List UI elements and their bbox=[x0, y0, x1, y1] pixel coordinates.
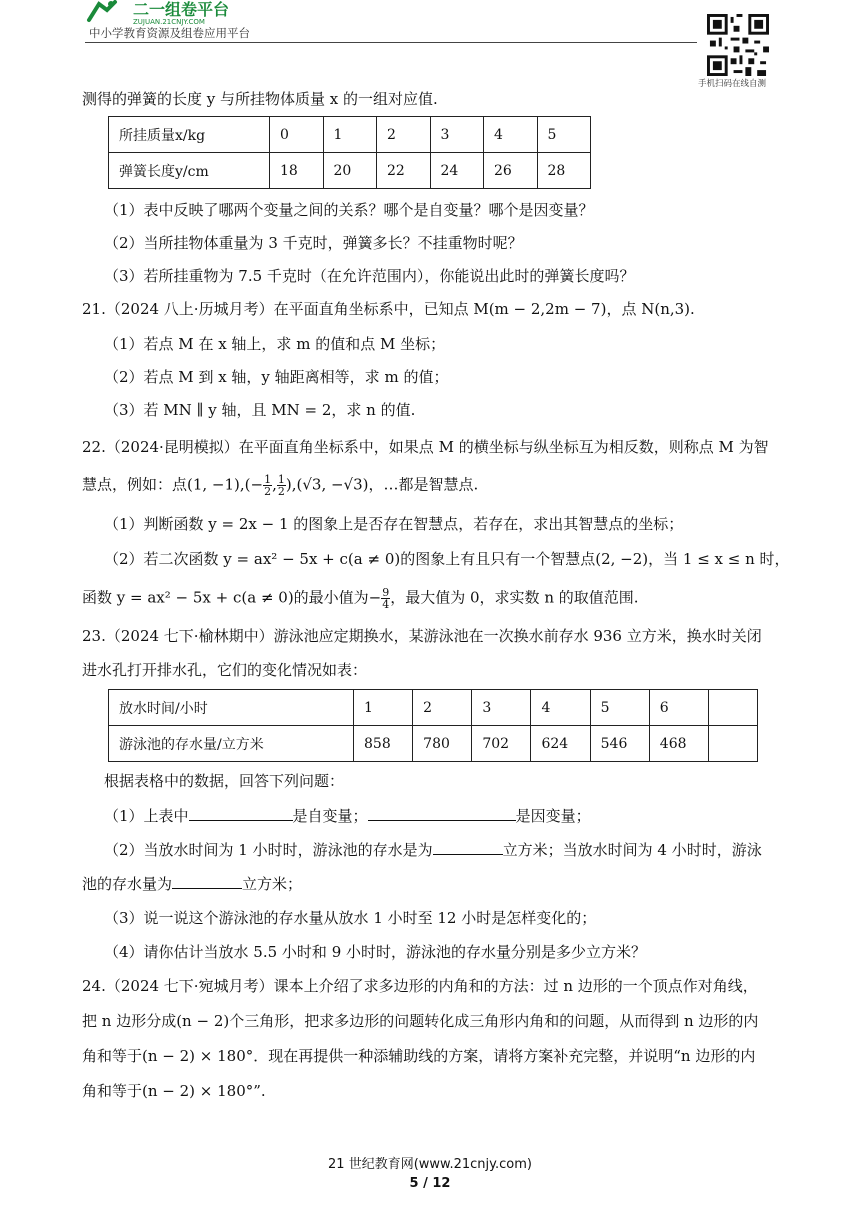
fraction: $\frac{1}{2}$ bbox=[277, 473, 285, 498]
q22-stem-1: 22.（2024·昆明模拟）在平面直角坐标系中，如果点 M 的横坐标与纵坐标互为相反数，则称点 M 为智 bbox=[82, 438, 769, 456]
logo-url: ZUJUAN.21CNJY.COM bbox=[133, 18, 205, 26]
q23-stem-1: 23.（2024 七下·榆林期中）游泳池应定期换水，某游泳池在一次换水前存水 936 立方米，换水时关闭 bbox=[82, 627, 762, 645]
table-row bbox=[109, 153, 591, 189]
footer-site: 21 世纪教育网(www.21cnjy.com) bbox=[328, 1157, 532, 1172]
fraction: $\frac{1}{2}$ bbox=[264, 473, 272, 498]
qr-caption: 手机扫码在线自测 bbox=[698, 79, 767, 89]
table-cell: 546 bbox=[590, 726, 649, 762]
logo-text: 二一组卷平台 bbox=[133, 0, 230, 19]
q20-part-3: （3）若所挂重物为 7.5 千克时（在允许范围内），你能说出此时的弹簧长度吗？ bbox=[104, 267, 635, 285]
q22-part-3: 函数 y = ax² − 5x + c(a ≠ 0)的最小值为− $\frac{9}{4}$ ，最大值为 0，求实数 n 的取值范围. bbox=[82, 586, 639, 611]
q23-part-2-cont: 池的存水量为 立方米； bbox=[82, 875, 303, 893]
page-number: 5 / 12 bbox=[409, 1176, 451, 1191]
table-cell: 4 bbox=[484, 117, 538, 153]
q23-part-4: （4）请你估计当放水 5.5 小时和 9 小时时，游泳池的存水量分别是多少立方米？ bbox=[104, 943, 647, 961]
table-cell: 26 bbox=[484, 153, 538, 189]
intro-text: 测得的弹簧的长度 y 与所挂物体质量 x 的一组对应值. bbox=[82, 90, 438, 108]
q21-part-2: （2）若点 M 到 x 轴，y 轴距离相等，求 m 的值； bbox=[104, 368, 449, 386]
table-cell: 5 bbox=[590, 690, 649, 726]
table-cell: 4 bbox=[531, 690, 590, 726]
q21-part-1: （1）若点 M 在 x 轴上，求 m 的值和点 M 坐标； bbox=[104, 335, 446, 353]
table-cell: 6 bbox=[649, 690, 708, 726]
answer-blank bbox=[172, 874, 242, 889]
q24-line-2: 把 n 边形分成(n − 2)个三角形，把求多边形的问题转化成三角形内角和的问题，从而得到 n 边形的内 bbox=[82, 1012, 759, 1030]
q22-part-1: （1）判断函数 y = 2x − 1 的图象上是否存在智慧点，若存在，求出其智慧点的坐标； bbox=[104, 515, 684, 533]
table-cell: 24 bbox=[430, 153, 484, 189]
q20-part-1: （1）表中反映了哪两个变量之间的关系？哪个是自变量？哪个是因变量？ bbox=[104, 201, 594, 219]
table-cell: 3 bbox=[472, 690, 531, 726]
fraction: $\frac{9}{4}$ bbox=[382, 586, 390, 611]
answer-blank bbox=[433, 840, 503, 855]
table-cell: 5 bbox=[537, 117, 591, 153]
table-cell: 858 bbox=[354, 726, 413, 762]
q24-line-1: 24.（2024 七下·宛城月考）课本上介绍了求多边形的内角和的方法：过 n 边形的一个顶点作对角线， bbox=[82, 977, 758, 995]
q23-part-3: （3）说一说这个游泳池的存水量从放水 1 小时至 12 小时是怎样变化的； bbox=[104, 909, 597, 927]
table-cell: 624 bbox=[531, 726, 590, 762]
table-cell: 18 bbox=[270, 153, 324, 189]
table-cell: 28 bbox=[537, 153, 591, 189]
q23-part-2: （2）当放水时间为 1 小时时，游泳池的存水是为 立方米；当放水时间为 4 小时时，游泳 bbox=[104, 841, 762, 859]
table-cell: 468 bbox=[649, 726, 708, 762]
table-cell: 游泳池的存水量/立方米 bbox=[109, 726, 354, 762]
answer-blank bbox=[189, 806, 293, 821]
qr-code-icon bbox=[707, 14, 769, 76]
q21-stem: 21.（2024 八上·历城月考）在平面直角坐标系中，已知点 M(m − 2,2m − 7)，点 N(n,3). bbox=[82, 300, 695, 318]
q24-line-4: 角和等于(n − 2) × 180°”. bbox=[82, 1082, 266, 1100]
table-row bbox=[109, 726, 758, 762]
answer-blank bbox=[368, 806, 516, 821]
q22-stem-2b: ),(√3, −√3)，…都是智慧点. bbox=[285, 475, 479, 494]
table-cell: 2 bbox=[413, 690, 472, 726]
q24-line-3: 角和等于(n − 2) × 180°．现在再提供一种添辅助线的方案，请将方案补充完整，并说明“n 边形的内 bbox=[82, 1047, 756, 1065]
table-cell bbox=[709, 726, 758, 762]
table-cell bbox=[709, 690, 758, 726]
table-row bbox=[109, 690, 758, 726]
table-cell: 弹簧长度y/cm bbox=[109, 153, 270, 189]
q23-stem-2: 进水孔打开排水孔，它们的变化情况如表： bbox=[82, 661, 368, 679]
q22-stem-2a: 慧点，例如：点(1, −1),(− bbox=[82, 475, 264, 494]
q22-stem-2: 慧点，例如：点(1, −1),(− $\frac{1}{2}$ , $\frac{1}{2}$ ),(√3, −√3)，…都是智慧点. bbox=[82, 473, 479, 498]
table-cell: 0 bbox=[270, 117, 324, 153]
header-subtitle: 中小学教育资源及组卷应用平台 bbox=[89, 26, 250, 40]
header-divider bbox=[85, 42, 697, 43]
q22-part-2: （2）若二次函数 y = ax² − 5x + c(a ≠ 0)的图象上有且只有一个智慧点(2, −2)，当 1 ≤ x ≤ n 时， bbox=[104, 550, 790, 568]
table-cell: 702 bbox=[472, 726, 531, 762]
site-logo bbox=[85, 0, 275, 26]
table-row bbox=[109, 117, 591, 153]
table-cell: 1 bbox=[323, 117, 377, 153]
table-cell: 1 bbox=[354, 690, 413, 726]
q23-part-1: （1）上表中 是自变量； 是因变量； bbox=[104, 807, 591, 825]
q23-lead: 根据表格中的数据，回答下列问题： bbox=[104, 772, 345, 790]
table-cell: 3 bbox=[430, 117, 484, 153]
pool-table bbox=[108, 689, 758, 762]
table-cell: 放水时间/小时 bbox=[109, 690, 354, 726]
table-cell: 2 bbox=[377, 117, 431, 153]
table-cell: 所挂质量x/kg bbox=[109, 117, 270, 153]
table-cell: 20 bbox=[323, 153, 377, 189]
q20-part-2: （2）当所挂物体重量为 3 千克时，弹簧多长？不挂重物时呢？ bbox=[104, 234, 523, 252]
q21-part-3: （3）若 MN ∥ y 轴，且 MN = 2，求 n 的值. bbox=[104, 401, 416, 419]
table-cell: 780 bbox=[413, 726, 472, 762]
table-cell: 22 bbox=[377, 153, 431, 189]
spring-table bbox=[108, 116, 591, 189]
